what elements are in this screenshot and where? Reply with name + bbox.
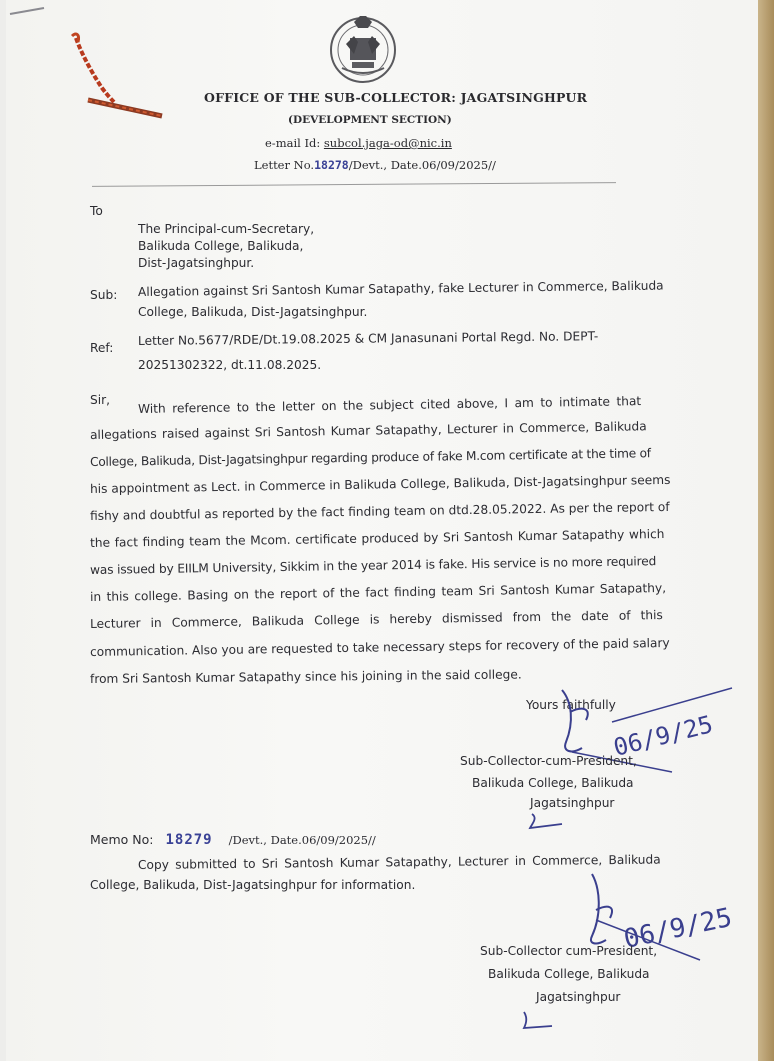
section-title: (DEVELOPMENT SECTION) bbox=[288, 114, 452, 126]
email-label: e-mail Id: bbox=[265, 136, 321, 150]
memo-suffix: /Devt., Date.06/09/2025// bbox=[228, 833, 376, 847]
pen-mark bbox=[8, 6, 46, 16]
signature-date: 06/9/25 bbox=[621, 902, 735, 955]
letter-number-handwritten: 18278 bbox=[314, 158, 349, 172]
letter-number-line bbox=[254, 158, 496, 172]
address-line: Dist-Jagatsinghpur. bbox=[138, 256, 255, 270]
address-line: Balikuda College, Balikuda, bbox=[138, 239, 304, 253]
body-line: communication. Also you are requested to take necessary steps for recovery of the paid salary bbox=[89, 635, 670, 659]
to-label: To bbox=[90, 204, 103, 218]
tag-thread-icon bbox=[62, 30, 172, 125]
signatory-line: Jagatsinghpur bbox=[530, 796, 615, 810]
letter-number-suffix: /Devt., Date.06/09/2025// bbox=[348, 158, 496, 172]
email-address: subcol.jaga-od@nic.in bbox=[323, 136, 452, 150]
body-line: in this college. Basing on the report of the fact finding team Sri Santosh Kumar Satapathy, bbox=[89, 580, 667, 604]
body-line: College, Balikuda, Dist-Jagatsinghpur regarding produce of fake M.com certificate at the time of bbox=[89, 446, 651, 469]
letter-number-prefix: Letter No. bbox=[254, 158, 315, 172]
memo-text-line: College, Balikuda, Dist-Jagatsinghpur for information. bbox=[90, 878, 416, 892]
body-line: from Sri Santosh Kumar Satapathy since his joining in the said college. bbox=[89, 667, 522, 686]
signature-date: 06/9/25 bbox=[610, 710, 716, 762]
reference-line: 20251302322, dt.11.08.2025. bbox=[138, 358, 322, 372]
salutation: Sir, bbox=[90, 393, 111, 407]
signatory-line: Balikuda College, Balikuda bbox=[472, 776, 634, 790]
office-title: OFFICE OF THE SUB-COLLECTOR: JAGATSINGHPUR bbox=[204, 90, 588, 105]
reference-text: Letter No.5677/RDE/Dt.19.08.2025 & CM Janasunani Portal Regd. No. DEPT- bbox=[137, 329, 599, 348]
body-line: was issued by EIILM University, Sikkim in the year 2014 is fake. His service is no more required bbox=[89, 554, 657, 577]
body-line: Lecturer in Commerce, Balikuda College is hereby dismissed from the date of this bbox=[89, 608, 663, 631]
signatory-line: Sub-Collector cum-President, bbox=[480, 944, 658, 958]
body-line: With reference to the letter on the subject cited above, I am to intimate that bbox=[137, 394, 642, 416]
signatory-line: Sub-Collector-cum-President, bbox=[460, 754, 637, 768]
initial-mark bbox=[528, 810, 568, 832]
email-line bbox=[265, 136, 452, 150]
state-emblem-icon bbox=[324, 14, 402, 86]
reference-label: Ref: bbox=[90, 341, 114, 355]
signatory-line: Balikuda College, Balikuda bbox=[488, 967, 650, 981]
body-line: his appointment as Lect. in Commerce in Balikuda College, Balikuda, Dist-Jagatsinghpur seems bbox=[89, 472, 671, 496]
subject-line: Allegation against Sri Santosh Kumar Satapathy, fake Lecturer in Commerce, Balikuda bbox=[137, 278, 664, 299]
page-edge bbox=[758, 0, 774, 1061]
initial-mark bbox=[520, 1010, 560, 1032]
memo-text-line: Copy submitted to Sri Santosh Kumar Satapathy, Lecturer in Commerce, Balikuda bbox=[137, 852, 661, 872]
memo-number-handwritten: 18279 bbox=[165, 832, 213, 848]
memo-prefix: Memo No: bbox=[90, 832, 154, 847]
body-line: fishy and doubtful as reported by the fact finding team on dtd.28.05.2022. As per the report of bbox=[89, 499, 670, 523]
subject-label: Sub: bbox=[90, 288, 118, 302]
closing: Yours faithfully bbox=[526, 698, 616, 712]
signatory-line: Jagatsinghpur bbox=[536, 990, 621, 1004]
address-line: The Principal-cum-Secretary, bbox=[138, 222, 315, 236]
memo-line bbox=[90, 832, 376, 848]
subject-line: College, Balikuda, Dist-Jagatsinghpur. bbox=[138, 305, 368, 319]
handwritten-signature bbox=[570, 870, 760, 980]
body-line: the fact finding team the Mcom. certificate produced by Sri Santosh Kumar Satapathy which bbox=[89, 526, 665, 550]
body-line: allegations raised against Sri Santosh Kumar Satapathy, Lecturer in Commerce, Balikuda bbox=[89, 419, 647, 442]
